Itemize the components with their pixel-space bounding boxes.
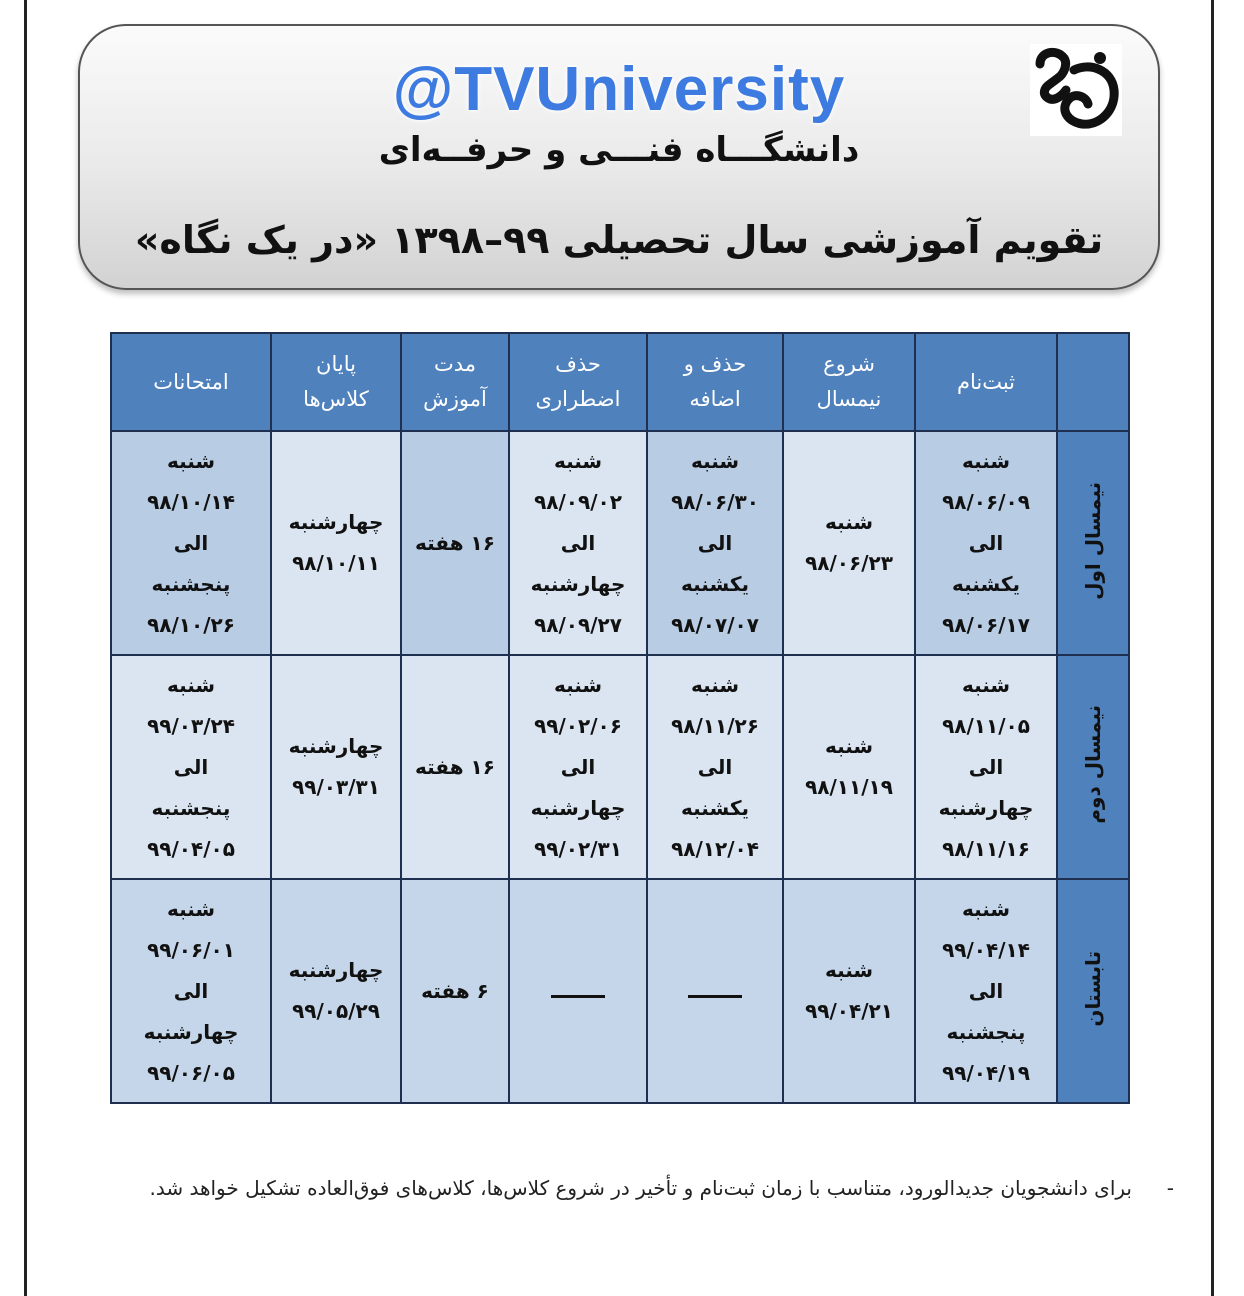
title-banner <box>78 24 1160 290</box>
cell-classes-end: چهارشنبه ۹۹/۰۳/۳۱ <box>271 655 401 879</box>
cell-classes-end: چهارشنبه ۹۸/۱۰/۱۱ <box>271 431 401 655</box>
table-header-row <box>111 333 1129 431</box>
cell-duration: ۱۶ هفته <box>401 431 509 655</box>
column-header-exams: امتحانات <box>111 333 271 431</box>
footnote <box>112 1164 1174 1213</box>
footnote-text: برای دانشجویان جدیدالورود، متناسب با زمان ثبت‌نام و تأخیر در شروع کلاس‌ها، کلاس‌های فوق‌العاده تشکیل خواهد شد. <box>149 1176 1132 1200</box>
cell-emergency-drop: شنبه ۹۹/۰۲/۰۶ الی چهارشنبه ۹۹/۰۲/۳۱ <box>509 655 647 879</box>
university-name: دانشگـــاه فنـــی و حرفــه‌ای <box>378 130 860 170</box>
cell-emergency-drop: شنبه ۹۸/۰۹/۰۲ الی چهارشنبه ۹۸/۰۹/۲۷ <box>509 431 647 655</box>
cell-semester-start: شنبه ۹۹/۰۴/۲۱ <box>783 879 915 1103</box>
row-label-first-semester: نیمسال اول <box>1057 431 1129 655</box>
cell-duration: ۶ هفته <box>401 879 509 1103</box>
cell-emergency-drop <box>509 879 647 1103</box>
cell-semester-start: شنبه ۹۸/۱۱/۱۹ <box>783 655 915 879</box>
cell-add-drop <box>647 879 783 1103</box>
cell-add-drop: شنبه ۹۸/۰۶/۳۰ الی یکشنبه ۹۸/۰۷/۰۷ <box>647 431 783 655</box>
column-header-emergency-drop: حذف اضطراری <box>509 333 647 431</box>
cell-registration: شنبه ۹۸/۱۱/۰۵ الی چهارشنبه ۹۸/۱۱/۱۶ <box>915 655 1057 879</box>
cell-registration: شنبه ۹۸/۰۶/۰۹ الی یکشنبه ۹۸/۰۶/۱۷ <box>915 431 1057 655</box>
cell-duration: ۱۶ هفته <box>401 655 509 879</box>
watermark-text: @TVUniversity <box>392 55 846 124</box>
table-row <box>111 879 1129 1103</box>
cell-exams: شنبه ۹۹/۰۳/۲۴ الی پنجشنبه ۹۹/۰۴/۰۵ <box>111 655 271 879</box>
column-header-semester-start: شروع نیمسال <box>783 333 915 431</box>
cell-exams: شنبه ۹۸/۱۰/۱۴ الی پنجشنبه ۹۸/۱۰/۲۶ <box>111 431 271 655</box>
cell-semester-start: شنبه ۹۸/۰۶/۲۳ <box>783 431 915 655</box>
corner-cell <box>1057 333 1129 431</box>
row-label-summer: تابستان <box>1057 879 1129 1103</box>
column-header-registration: ثبت‌نام <box>915 333 1057 431</box>
empty-dash <box>551 995 605 998</box>
row-label-second-semester: نیمسال دوم <box>1057 655 1129 879</box>
empty-dash <box>688 995 742 998</box>
cell-exams: شنبه ۹۹/۰۶/۰۱ الی چهارشنبه ۹۹/۰۶/۰۵ <box>111 879 271 1103</box>
table-row <box>111 431 1129 655</box>
cell-registration: شنبه ۹۹/۰۴/۱۴ الی پنجشنبه ۹۹/۰۴/۱۹ <box>915 879 1057 1103</box>
cell-add-drop: شنبه ۹۸/۱۱/۲۶ الی یکشنبه ۹۸/۱۲/۰۴ <box>647 655 783 879</box>
column-header-add-drop: حذف و اضافه <box>647 333 783 431</box>
column-header-classes-end: پایان کلاس‌ها <box>271 333 401 431</box>
table-row <box>111 655 1129 879</box>
calendar-title: تقویم آموزشی سال تحصیلی ۹۹–۱۳۹۸ «در یک نگاه» <box>134 218 1104 262</box>
cell-classes-end: چهارشنبه ۹۹/۰۵/۲۹ <box>271 879 401 1103</box>
column-header-duration: مدت آموزش <box>401 333 509 431</box>
footnote-bullet: - <box>1166 1176 1174 1200</box>
academic-calendar-table <box>110 332 1130 1104</box>
tvu-logo-icon <box>1030 44 1122 136</box>
